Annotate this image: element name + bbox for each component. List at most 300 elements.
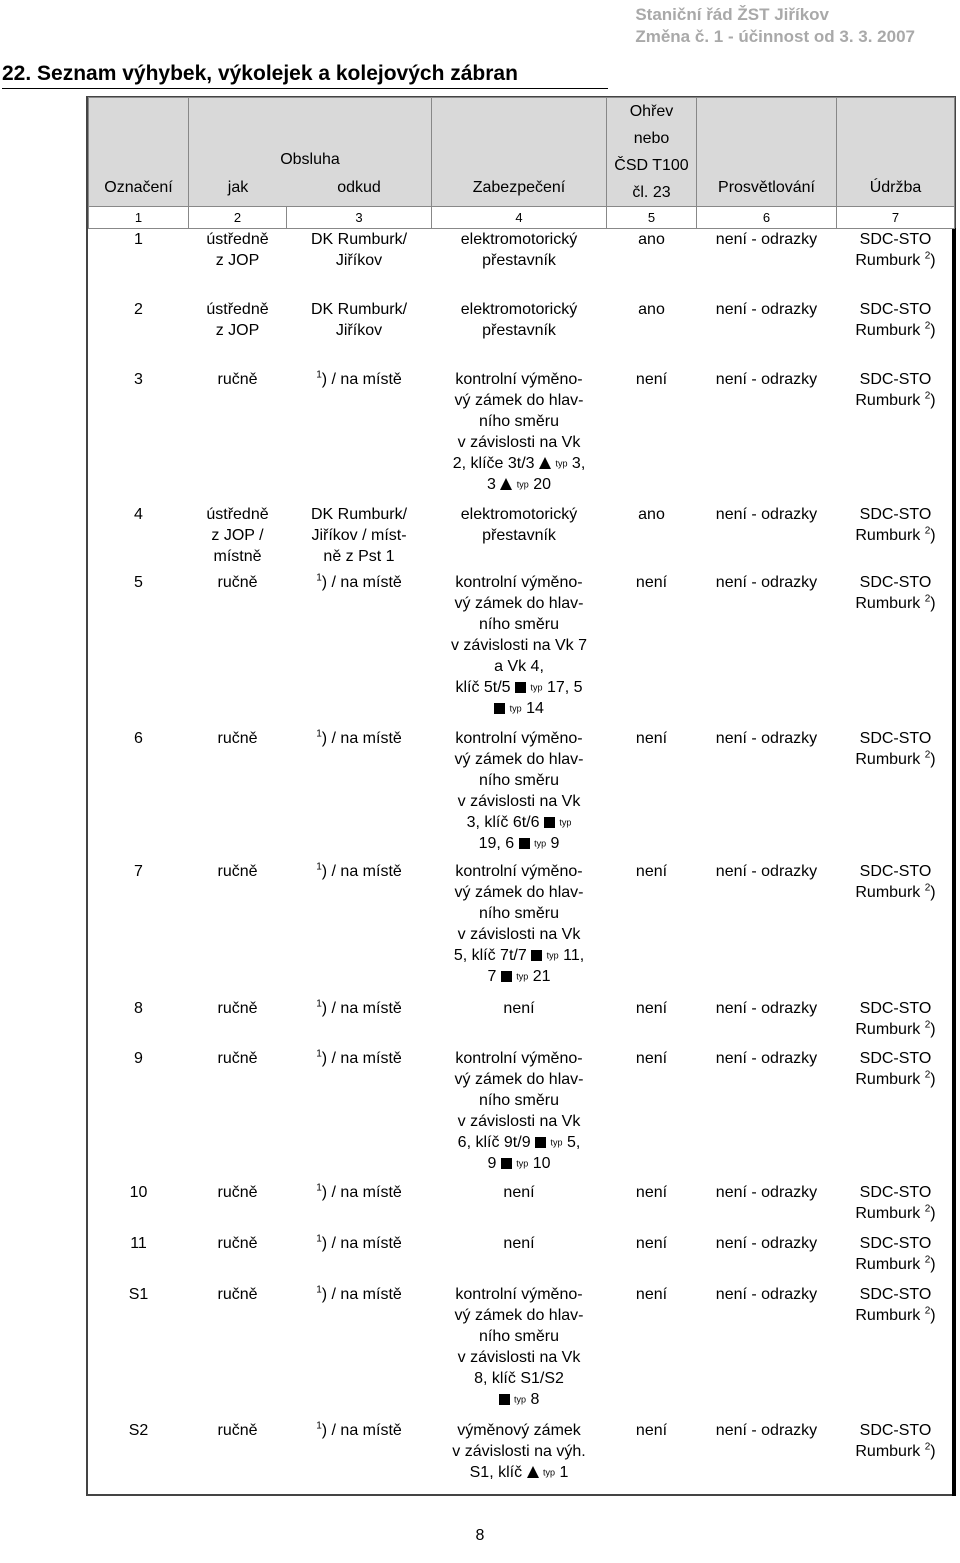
triangle-symbol xyxy=(527,1466,539,1478)
udrzba-text: Rumburk xyxy=(855,1306,921,1324)
udrzba-line: SDC-STO xyxy=(859,505,932,523)
udrzba-line: SDC-STO xyxy=(859,729,932,747)
typ-label: typ xyxy=(516,1158,529,1169)
udrzba-text: ) xyxy=(930,883,936,901)
cell-odkud xyxy=(287,504,432,572)
udrzba-line: SDC-STO xyxy=(859,862,932,880)
col-ohrev xyxy=(607,98,697,207)
cell-jak xyxy=(189,504,287,572)
zabezpeceni-line: elektromotorický xyxy=(460,505,578,523)
table-row xyxy=(89,572,955,728)
square-symbol xyxy=(544,817,555,828)
udrzba-line xyxy=(839,1254,953,1275)
cell-odkud xyxy=(287,229,432,299)
zabezpeceni-line: elektromotorický xyxy=(460,231,578,248)
zabezpeceni-line: vý zámek do hlav- xyxy=(454,594,584,612)
odkud-line: Jiříkov / míst- xyxy=(311,526,407,544)
jak-text: ručně xyxy=(217,573,258,591)
cell-oznaceni xyxy=(89,861,189,998)
zabezpeceni-line xyxy=(434,474,605,495)
zabezpeceni-line: kontrolní výměno- xyxy=(455,862,583,880)
cell-jak xyxy=(189,861,287,998)
cell-odkud xyxy=(287,998,432,1048)
cell-udrzba xyxy=(837,229,955,299)
zabezpeceni-line: v závislosti na výh. xyxy=(452,1442,586,1460)
prosvetlovani-text: není - odrazky xyxy=(715,1421,818,1439)
col-number: 4 xyxy=(432,207,607,229)
odkud-line: Jiříkov xyxy=(335,321,383,339)
cell-udrzba xyxy=(837,1182,955,1233)
footnote-ref: 1 xyxy=(316,861,322,873)
cell-oznaceni xyxy=(89,1420,189,1490)
cell-jak xyxy=(189,229,287,299)
cell-oznaceni xyxy=(89,369,189,504)
udrzba-line: SDC-STO xyxy=(859,573,932,591)
odkud-text: ) / na místě xyxy=(321,862,402,880)
cell-prosvetlovani xyxy=(697,572,837,728)
col-jak: jak xyxy=(227,179,249,196)
footnote-ref: 2 xyxy=(924,1019,931,1031)
jak-line: místně xyxy=(213,547,262,565)
footnote-ref: 1 xyxy=(316,369,322,381)
cell-jak xyxy=(189,572,287,728)
footnote-ref: 1 xyxy=(316,1233,322,1245)
odkud-text: ) / na místě xyxy=(321,1234,402,1252)
prosvetlovani-text: není - odrazky xyxy=(715,1285,818,1303)
ohrev-text: není xyxy=(635,1285,668,1303)
zabezpeceni-text: 3, xyxy=(571,454,586,472)
col-odkud: odkud xyxy=(337,179,381,196)
cell-zabezpeceni xyxy=(432,1048,607,1182)
cell-udrzba xyxy=(837,728,955,861)
odkud-text: ) / na místě xyxy=(321,573,402,591)
zabezpeceni-line: vý zámek do hlav- xyxy=(454,750,584,768)
udrzba-line xyxy=(839,1069,953,1090)
zabezpeceni-text: 21 xyxy=(532,967,551,985)
cell-prosvetlovani xyxy=(697,229,837,299)
udrzba-text: Rumburk xyxy=(855,252,921,269)
prosvetlovani-text: není - odrazky xyxy=(715,999,818,1017)
section-title: 22. Seznam výhybek, výkolejek a kolejových zábran xyxy=(2,62,608,89)
zabezpeceni-line xyxy=(434,812,605,833)
zabezpeceni-line: výměnový zámek xyxy=(457,1421,581,1439)
udrzba-text: Rumburk xyxy=(855,1255,921,1273)
udrzba-text: ) xyxy=(930,526,936,544)
udrzba-line xyxy=(839,749,953,770)
cell-odkud xyxy=(287,299,432,369)
jak-line: z JOP xyxy=(215,252,260,269)
odkud-line: Jiříkov xyxy=(335,252,383,269)
table-row xyxy=(89,728,955,861)
odkud-text: ) / na místě xyxy=(321,1421,402,1439)
zabezpeceni-line: kontrolní výměno- xyxy=(455,729,583,747)
udrzba-text: Rumburk xyxy=(855,1070,921,1088)
zabezpeceni-line xyxy=(434,945,605,966)
udrzba-text: Rumburk xyxy=(855,391,921,409)
square-symbol xyxy=(501,1158,512,1169)
col-oznaceni: Označení xyxy=(89,98,189,207)
ohrev-text: není xyxy=(635,1421,668,1439)
cell-ohrev xyxy=(607,1233,697,1284)
zabezpeceni-line: vý zámek do hlav- xyxy=(454,1070,584,1088)
cell-jak xyxy=(189,728,287,861)
switch-id: 7 xyxy=(134,862,143,880)
udrzba-line: SDC-STO xyxy=(859,1285,932,1303)
zabezpeceni-line xyxy=(434,1153,605,1174)
cell-odkud xyxy=(287,1182,432,1233)
zabezpeceni-line: 8, klíč S1/S2 xyxy=(474,1369,564,1387)
col-number: 7 xyxy=(837,207,955,229)
prosvetlovani-text: není - odrazky xyxy=(715,862,818,880)
footnote-ref: 1 xyxy=(316,1048,322,1060)
col-prosvetlovani: Prosvětlování xyxy=(697,98,837,207)
column-number-row xyxy=(89,207,955,229)
zabezpeceni-text: 19, 6 xyxy=(478,834,515,852)
header-amendment: Změna č. 1 - účinnost od 3. 3. 2007 xyxy=(635,27,915,46)
cell-ohrev xyxy=(607,1048,697,1182)
jak-line: ústředně xyxy=(206,231,269,248)
cell-oznaceni xyxy=(89,1284,189,1420)
cell-prosvetlovani xyxy=(697,1182,837,1233)
zabezpeceni-line: ního směru xyxy=(478,1091,560,1109)
col-number: 5 xyxy=(607,207,697,229)
zabezpeceni-line: kontrolní výměno- xyxy=(455,370,583,388)
cell-zabezpeceni xyxy=(432,1284,607,1420)
cell-odkud xyxy=(287,1420,432,1490)
square-symbol xyxy=(499,1394,510,1405)
cell-oznaceni xyxy=(89,229,189,299)
cell-oznaceni xyxy=(89,1233,189,1284)
zabezpeceni-text: 9 xyxy=(487,1154,497,1172)
ohrev-text: není xyxy=(635,1049,668,1067)
jak-text: ručně xyxy=(217,1183,258,1201)
cell-zabezpeceni xyxy=(432,369,607,504)
ohrev-text: ano xyxy=(638,231,665,248)
prosvetlovani-text: není - odrazky xyxy=(715,1234,818,1252)
zabezpeceni-line: v závislosti na Vk xyxy=(457,792,581,810)
ohrev-line-1: Ohřev xyxy=(629,103,674,120)
cell-ohrev xyxy=(607,229,697,299)
zabezpeceni-line xyxy=(434,966,605,987)
udrzba-line xyxy=(839,320,953,341)
jak-line: ústředně xyxy=(206,505,269,523)
cell-prosvetlovani xyxy=(697,1048,837,1182)
footnote-ref: 1 xyxy=(316,1284,322,1296)
odkud-text: ) / na místě xyxy=(321,729,402,747)
zabezpeceni-text: 1 xyxy=(559,1463,569,1481)
zabezpeceni-text: 17, 5 xyxy=(546,678,583,696)
col-zabezpeceni: Zabezpečení xyxy=(432,98,607,207)
table-row xyxy=(89,1420,955,1490)
cell-ohrev xyxy=(607,1420,697,1490)
zabezpeceni-text: 11, xyxy=(563,946,585,964)
table-header xyxy=(89,98,955,229)
zabezpeceni-text: 5, xyxy=(566,1133,581,1151)
switch-id: 4 xyxy=(134,505,143,523)
odkud-line: ně z Pst 1 xyxy=(323,547,395,565)
cell-udrzba xyxy=(837,1284,955,1420)
udrzba-text: ) xyxy=(930,1255,936,1273)
jak-text: ručně xyxy=(217,1234,258,1252)
zabezpeceni-line xyxy=(434,1389,605,1410)
zabezpeceni-text: 6, klíč 9t/9 xyxy=(457,1133,531,1151)
col-udrzba: Údržba xyxy=(837,98,955,207)
cell-udrzba xyxy=(837,1233,955,1284)
footnote-ref: 1 xyxy=(316,1420,322,1432)
ohrev-line-3: ČSD T100 xyxy=(614,157,689,174)
typ-label: typ xyxy=(530,681,543,692)
table-row xyxy=(89,299,955,369)
zabezpeceni-line: kontrolní výměno- xyxy=(455,573,583,591)
cell-udrzba xyxy=(837,504,955,572)
cell-ohrev xyxy=(607,369,697,504)
zabezpeceni-line: v závislosti na Vk xyxy=(457,1112,581,1130)
cell-prosvetlovani xyxy=(697,1420,837,1490)
square-symbol xyxy=(531,950,542,961)
table-row xyxy=(89,504,955,572)
zabezpeceni-text: 2, klíče 3t/3 xyxy=(452,454,535,472)
cell-ohrev xyxy=(607,504,697,572)
udrzba-text: Rumburk xyxy=(855,594,921,612)
zabezpeceni-line: a Vk 4, xyxy=(494,657,544,675)
cell-zabezpeceni xyxy=(432,861,607,998)
zabezpeceni-text: není xyxy=(503,1234,535,1252)
cell-zabezpeceni xyxy=(432,504,607,572)
udrzba-text: Rumburk xyxy=(855,1442,921,1460)
udrzba-line xyxy=(839,1441,953,1462)
table-row xyxy=(89,369,955,504)
footnote-ref: 2 xyxy=(924,1254,931,1266)
udrzba-text: Rumburk xyxy=(855,883,921,901)
udrzba-text: Rumburk xyxy=(855,750,921,768)
prosvetlovani-text: není - odrazky xyxy=(715,573,818,591)
jak-line: ústředně xyxy=(206,300,269,318)
odkud-text: ) / na místě xyxy=(321,1285,402,1303)
zabezpeceni-line xyxy=(434,1462,605,1483)
odkud-text: ) / na místě xyxy=(321,1049,402,1067)
udrzba-text: ) xyxy=(930,1442,936,1460)
odkud-text: ) / na místě xyxy=(321,999,402,1017)
udrzba-text: ) xyxy=(930,594,936,612)
cell-udrzba xyxy=(837,299,955,369)
cell-zabezpeceni xyxy=(432,998,607,1048)
udrzba-line: SDC-STO xyxy=(859,300,932,318)
udrzba-line xyxy=(839,250,953,271)
ohrev-text: ano xyxy=(638,505,665,523)
odkud-line: DK Rumburk/ xyxy=(310,300,408,318)
jak-text: ručně xyxy=(217,370,258,388)
footnote-ref: 2 xyxy=(924,749,931,761)
obsluha-subcols xyxy=(189,177,431,198)
cell-prosvetlovani xyxy=(697,1284,837,1420)
cell-udrzba xyxy=(837,861,955,998)
zabezpeceni-text: 3, klíč 6t/6 xyxy=(466,813,540,831)
odkud-line: DK Rumburk/ xyxy=(310,231,408,248)
zabezpeceni-line: ního směru xyxy=(478,412,560,430)
obsluha-label: Obsluha xyxy=(280,151,340,168)
ohrev-text: ano xyxy=(638,300,665,318)
cell-prosvetlovani xyxy=(697,728,837,861)
table-row xyxy=(89,998,955,1048)
zabezpeceni-text: 3 xyxy=(486,475,496,493)
triangle-symbol xyxy=(500,478,512,490)
zabezpeceni-text: S1, klíč xyxy=(469,1463,523,1481)
typ-label: typ xyxy=(516,479,529,490)
switch-id: 2 xyxy=(134,300,143,318)
triangle-symbol xyxy=(539,457,551,469)
udrzba-text: Rumburk xyxy=(855,1020,921,1038)
zabezpeceni-text: 10 xyxy=(532,1154,551,1172)
square-symbol xyxy=(535,1137,546,1148)
ohrev-text: není xyxy=(635,729,668,747)
zabezpeceni-line xyxy=(434,677,605,698)
cell-odkud xyxy=(287,728,432,861)
cell-zabezpeceni xyxy=(432,1182,607,1233)
zabezpeceni-line xyxy=(434,698,605,719)
cell-udrzba xyxy=(837,369,955,504)
cell-prosvetlovani xyxy=(697,504,837,572)
udrzba-line: SDC-STO xyxy=(859,1421,932,1439)
zabezpeceni-line: elektromotorický xyxy=(460,300,578,318)
switch-id: 1 xyxy=(134,231,143,248)
ohrev-text: není xyxy=(635,862,668,880)
zabezpeceni-line: přestavník xyxy=(482,252,556,269)
cell-zabezpeceni xyxy=(432,299,607,369)
zabezpeceni-line: vý zámek do hlav- xyxy=(454,391,584,409)
cell-oznaceni xyxy=(89,572,189,728)
zabezpeceni-line: přestavník xyxy=(482,321,556,339)
typ-label: typ xyxy=(509,703,522,714)
cell-jak xyxy=(189,1182,287,1233)
table-row xyxy=(89,1182,955,1233)
zabezpeceni-line: ního směru xyxy=(478,904,560,922)
cell-jak xyxy=(189,1233,287,1284)
table-row xyxy=(89,861,955,998)
switch-id: 9 xyxy=(134,1049,143,1067)
cell-oznaceni xyxy=(89,504,189,572)
udrzba-line: SDC-STO xyxy=(859,370,932,388)
square-symbol xyxy=(494,703,505,714)
odkud-text: ) / na místě xyxy=(321,1183,402,1201)
cell-oznaceni xyxy=(89,728,189,861)
ohrev-text: není xyxy=(635,370,668,388)
cell-jak xyxy=(189,998,287,1048)
table-body xyxy=(89,229,955,1490)
udrzba-line: SDC-STO xyxy=(859,1049,932,1067)
switch-id: S2 xyxy=(128,1421,149,1439)
udrzba-line xyxy=(839,525,953,546)
cell-ohrev xyxy=(607,572,697,728)
prosvetlovani-text: není - odrazky xyxy=(715,729,818,747)
footnote-ref: 2 xyxy=(924,320,931,332)
zabezpeceni-line: v závislosti na Vk xyxy=(457,1348,581,1366)
udrzba-text: ) xyxy=(930,252,936,269)
cell-ohrev xyxy=(607,299,697,369)
zabezpeceni-line: kontrolní výměno- xyxy=(455,1049,583,1067)
udrzba-text: ) xyxy=(930,1070,936,1088)
ohrev-line-2: nebo xyxy=(633,130,670,147)
table-row xyxy=(89,229,955,299)
cell-udrzba xyxy=(837,1420,955,1490)
udrzba-text: Rumburk xyxy=(855,321,921,339)
zabezpeceni-line: ního směru xyxy=(478,615,560,633)
cell-ohrev xyxy=(607,1182,697,1233)
footnote-ref: 1 xyxy=(316,728,322,740)
prosvetlovani-text: není - odrazky xyxy=(715,300,818,318)
cell-jak xyxy=(189,1420,287,1490)
switch-id: 11 xyxy=(130,1234,147,1252)
prosvetlovani-text: není - odrazky xyxy=(715,370,818,388)
udrzba-text: Rumburk xyxy=(855,526,921,544)
footnote-ref: 2 xyxy=(924,1305,931,1317)
prosvetlovani-text: není - odrazky xyxy=(715,1049,818,1067)
jak-text: ručně xyxy=(217,1421,258,1439)
zabezpeceni-text: 14 xyxy=(526,699,544,717)
cell-prosvetlovani xyxy=(697,369,837,504)
jak-text: ručně xyxy=(217,999,258,1017)
cell-prosvetlovani xyxy=(697,299,837,369)
odkud-text: ) / na místě xyxy=(321,370,402,388)
zabezpeceni-line: ního směru xyxy=(478,771,560,789)
udrzba-line xyxy=(839,882,953,903)
zabezpeceni-text: 9 xyxy=(550,834,560,852)
udrzba-line xyxy=(839,593,953,614)
footnote-ref: 2 xyxy=(924,390,931,402)
cell-odkud xyxy=(287,572,432,728)
cell-prosvetlovani xyxy=(697,861,837,998)
udrzba-text: ) xyxy=(930,1204,936,1222)
typ-label: typ xyxy=(534,838,547,849)
ohrev-text: není xyxy=(635,573,668,591)
switch-id: 10 xyxy=(129,1183,148,1201)
switch-id: 8 xyxy=(134,999,143,1017)
cell-oznaceni xyxy=(89,998,189,1048)
udrzba-text: ) xyxy=(930,321,936,339)
switch-id: 3 xyxy=(134,370,143,388)
col-number: 1 xyxy=(89,207,189,229)
zabezpeceni-text: 5, klíč 7t/7 xyxy=(453,946,527,964)
udrzba-line: SDC-STO xyxy=(859,1234,932,1252)
udrzba-line xyxy=(839,1019,953,1040)
cell-zabezpeceni xyxy=(432,572,607,728)
cell-jak xyxy=(189,1048,287,1182)
prosvetlovani-text: není - odrazky xyxy=(715,1183,818,1201)
table-row xyxy=(89,1233,955,1284)
zabezpeceni-line: vý zámek do hlav- xyxy=(454,1306,584,1324)
cell-oznaceni xyxy=(89,1182,189,1233)
cell-odkud xyxy=(287,369,432,504)
col-number: 2 xyxy=(189,207,287,229)
jak-text: ručně xyxy=(217,862,258,880)
zabezpeceni-line xyxy=(434,833,605,854)
ohrev-text: není xyxy=(635,1234,668,1252)
udrzba-text: ) xyxy=(930,1306,936,1324)
cell-oznaceni xyxy=(89,1048,189,1182)
cell-prosvetlovani xyxy=(697,998,837,1048)
cell-ohrev xyxy=(607,1284,697,1420)
prosvetlovani-text: není - odrazky xyxy=(715,231,818,248)
zabezpeceni-line: ního směru xyxy=(478,1327,560,1345)
zabezpeceni-line: vý zámek do hlav- xyxy=(454,883,584,901)
page-number: 8 xyxy=(475,1527,485,1544)
ohrev-line-4: čl. 23 xyxy=(632,184,671,201)
cell-udrzba xyxy=(837,998,955,1048)
cell-odkud xyxy=(287,1048,432,1182)
udrzba-line xyxy=(839,1203,953,1224)
cell-odkud xyxy=(287,1284,432,1420)
typ-label: typ xyxy=(514,1393,527,1404)
footnote-ref: 1 xyxy=(316,998,322,1010)
